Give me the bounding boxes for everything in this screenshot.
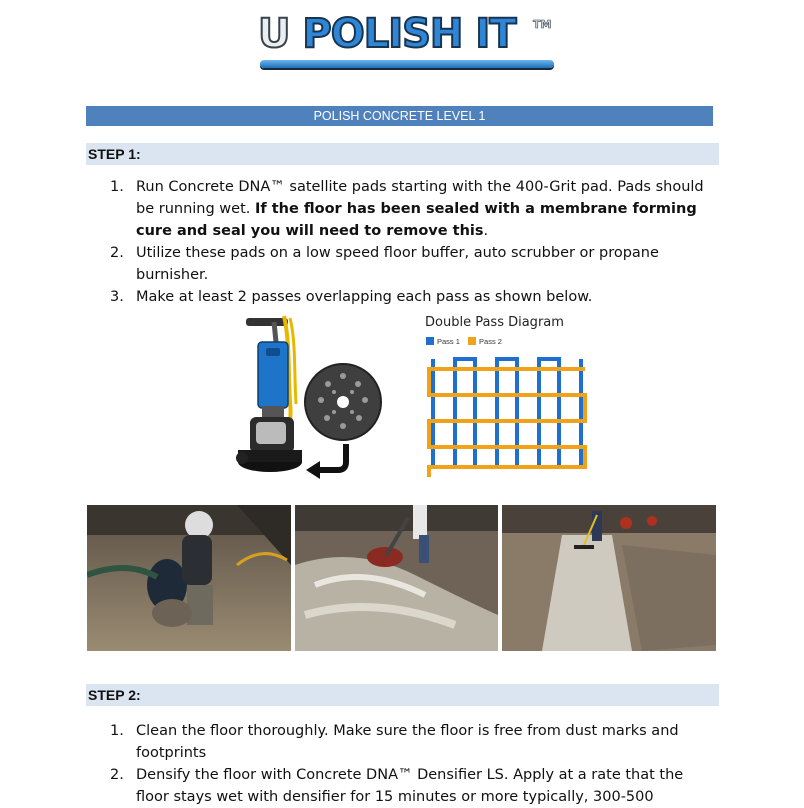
step-1-list — [110, 176, 710, 308]
list-item: 1. Run Concrete DNA™ satellite pads starting with the 400-Grit pad. Pads should be running wet. If the floor has been sealed with a membrane forming cure and seal you will need to remove this. — [110, 179, 704, 239]
worker-squeegee-photo — [502, 505, 716, 651]
list-item: 2. Densify the floor with Concrete DNA™ Densifier LS. Apply at a rate that the floor stays wet with densifier for 15 minutes or more typically, 300-500 — [110, 767, 684, 805]
floor-buffer-wet-slurry-photo — [295, 505, 498, 651]
handle-bar — [246, 318, 288, 326]
trademark-mark: TM — [533, 18, 552, 31]
list-item: 2. Utilize these pads on a low speed floor buffer, auto scrubber or propane burnisher. — [110, 245, 659, 283]
logo-wordmark: U POLISH IT — [258, 11, 516, 57]
diagram-legend — [426, 337, 508, 346]
pass-2-swatch — [468, 337, 476, 345]
list-item: 3. Make at least 2 passes overlapping each pass as shown below. — [110, 289, 593, 305]
step-2-list — [110, 720, 710, 808]
section-banner: POLISH CONCRETE LEVEL 1 — [86, 106, 713, 126]
step-1-heading: STEP 1: — [86, 143, 719, 165]
double-pass-diagram — [425, 315, 595, 485]
pass-1-swatch — [426, 337, 434, 345]
arrow-icon — [318, 444, 346, 470]
warning-text: If the floor has been sealed with a membrane forming cure and seal you will need to remove this — [136, 201, 697, 239]
pass-2-path — [429, 369, 585, 477]
logo-underline-bar — [260, 60, 554, 68]
brand-logo — [258, 12, 558, 76]
step-2-heading: STEP 2: — [86, 684, 719, 706]
pass-1-path — [433, 359, 581, 467]
worker-changing-pad-photo — [87, 505, 291, 651]
legend-item-pass-1: Pass 1 — [426, 337, 460, 346]
legend-item-pass-2: Pass 2 — [468, 337, 502, 346]
diagram-title: Double Pass Diagram — [425, 315, 564, 330]
list-item: 1. Clean the floor thoroughly. Make sure the floor is free from dust marks and footprints — [110, 723, 679, 761]
floor-buffer-machine-illustration — [228, 312, 418, 484]
